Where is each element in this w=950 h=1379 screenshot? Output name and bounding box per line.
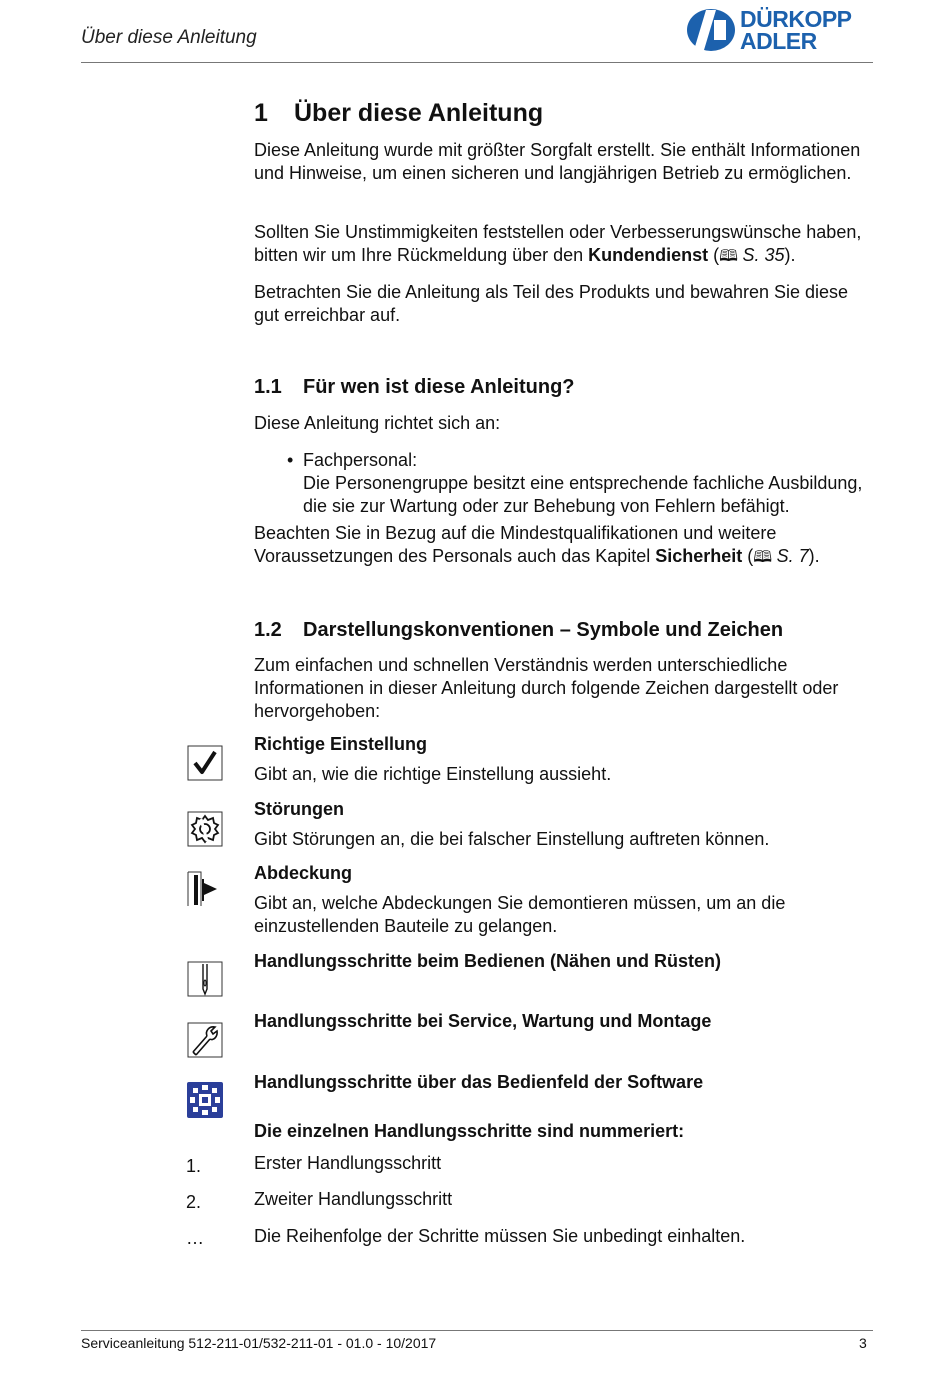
section-1-paragraph-3: Betrachten Sie die Anleitung als Teil des Produkts und bewahren Sie diese gut erreichbar auf.: [254, 282, 849, 325]
book-icon: 🕮: [719, 248, 743, 265]
page-number: 3: [859, 1335, 867, 1351]
section-1-title: Über diese Anleitung: [294, 99, 544, 127]
symbol-title-service: Handlungsschritte bei Service, Wartung und Montage: [254, 1011, 712, 1031]
paren-open: (: [708, 245, 720, 265]
cover-removal-icon: [187, 871, 223, 907]
section-1-1-heading: [254, 376, 870, 399]
step-number-1: 1.: [186, 1156, 202, 1176]
paragraph-text: Beachten Sie in Bezug auf die Mindestqualifikationen und weitere Voraussetzungen des Personals auch das Kapitel: [254, 523, 777, 566]
section-1-heading: [254, 99, 870, 128]
symbol-title-abdeckung: Abdeckung: [254, 863, 353, 883]
section-1-2-title: Darstellungskonventionen – Symbole und Zeichen: [303, 619, 784, 641]
section-1-2-heading: [254, 619, 870, 642]
section-1-1-intro: Diese Anleitung richtet sich an:: [254, 413, 501, 433]
step-number-ellipsis: …: [186, 1228, 204, 1248]
needle-icon: [187, 961, 223, 997]
page-ref-7[interactable]: S. 7: [776, 546, 809, 566]
step-text-1: Erster Handlungsschritt: [254, 1153, 442, 1173]
section-1-1-title: Für wen ist diese Anleitung?: [303, 376, 575, 398]
paren-open: (: [742, 546, 754, 566]
paren-close: ).: [784, 245, 796, 265]
symbol-title-software: Handlungsschritte über das Bedienfeld der Software: [254, 1072, 704, 1092]
checkmark-icon: [187, 745, 223, 781]
section-1-2-number: 1.2: [254, 619, 282, 641]
step-text-order: Die Reihenfolge der Schritte müssen Sie unbedingt einhalten.: [254, 1226, 746, 1246]
book-icon: 🕮: [753, 549, 777, 566]
sicherheit-link[interactable]: Sicherheit: [655, 546, 743, 566]
kundendienst-link[interactable]: Kundendienst: [588, 245, 709, 265]
bullet-title: Fachpersonal:: [303, 450, 418, 470]
footer-document-id: Serviceanleitung 512-211-01/532-211-01 - 01.0 - 10/2017: [81, 1335, 437, 1351]
logo-text-line1: DÜRKOPP: [740, 6, 852, 32]
footer-divider: [81, 1330, 873, 1331]
step-text-2: Zweiter Handlungsschritt: [254, 1189, 453, 1209]
section-1-2-intro: Zum einfachen und schnellen Verständnis werden unterschiedliche Informationen in dieser Anleitung durch folgende Zeichen dargestellt oder hervorgehoben:: [254, 655, 839, 721]
section-1-1-paragraph: [254, 522, 870, 569]
bullet-symbol: •: [287, 450, 294, 470]
steps-title: Die einzelnen Handlungsschritte sind nummeriert:: [254, 1121, 685, 1141]
broken-gear-icon: [187, 811, 223, 847]
symbol-desc-richtige-einstellung: Gibt an, wie die richtige Einstellung aussieht.: [254, 764, 612, 784]
symbol-desc-abdeckung: Gibt an, welche Abdeckungen Sie demontieren müssen, um an die einzustellenden Bauteile zu gelangen.: [254, 893, 786, 936]
page-ref-35[interactable]: S. 35: [742, 245, 785, 265]
symbol-title-bedienen: Handlungsschritte beim Bedienen (Nähen und Rüsten): [254, 951, 722, 971]
control-panel-icon: [187, 1082, 223, 1118]
bullet-item-fachpersonal: [287, 449, 872, 518]
running-header-title: Über diese Anleitung: [81, 27, 257, 48]
section-1-paragraph-2: [254, 221, 870, 268]
duerkopp-adler-logo: [686, 6, 871, 54]
paren-close: ).: [808, 546, 820, 566]
section-1-number: 1: [254, 99, 268, 127]
wrench-icon: [187, 1022, 223, 1058]
step-number-2: 2.: [186, 1192, 202, 1212]
logo-text-line2: ADLER: [740, 28, 817, 54]
symbol-title-stoerungen: Störungen: [254, 799, 344, 819]
logo-mark-icon: [686, 8, 736, 52]
section-1-1-number: 1.1: [254, 376, 282, 398]
section-1-paragraph-1: Diese Anleitung wurde mit größter Sorgfalt erstellt. Sie enthält Informationen und Hinweise, um einen sicheren und langjährigen Betrieb zu ermöglichen.: [254, 140, 861, 183]
symbol-title-richtige-einstellung: Richtige Einstellung: [254, 734, 428, 754]
symbol-desc-stoerungen: Gibt Störungen an, die bei falscher Einstellung auftreten können.: [254, 829, 770, 849]
paragraph-2-text: Sollten Sie Unstimmigkeiten feststellen oder Verbesserungswünsche haben, bitten wir um Ihre Rückmeldung über den: [254, 222, 862, 265]
header-divider: [81, 62, 873, 63]
bullet-text: Die Personengruppe besitzt eine entsprechende fachliche Ausbildung, die sie zur Wartung oder zur Behebung von Fehlern befähigt.: [303, 473, 863, 516]
